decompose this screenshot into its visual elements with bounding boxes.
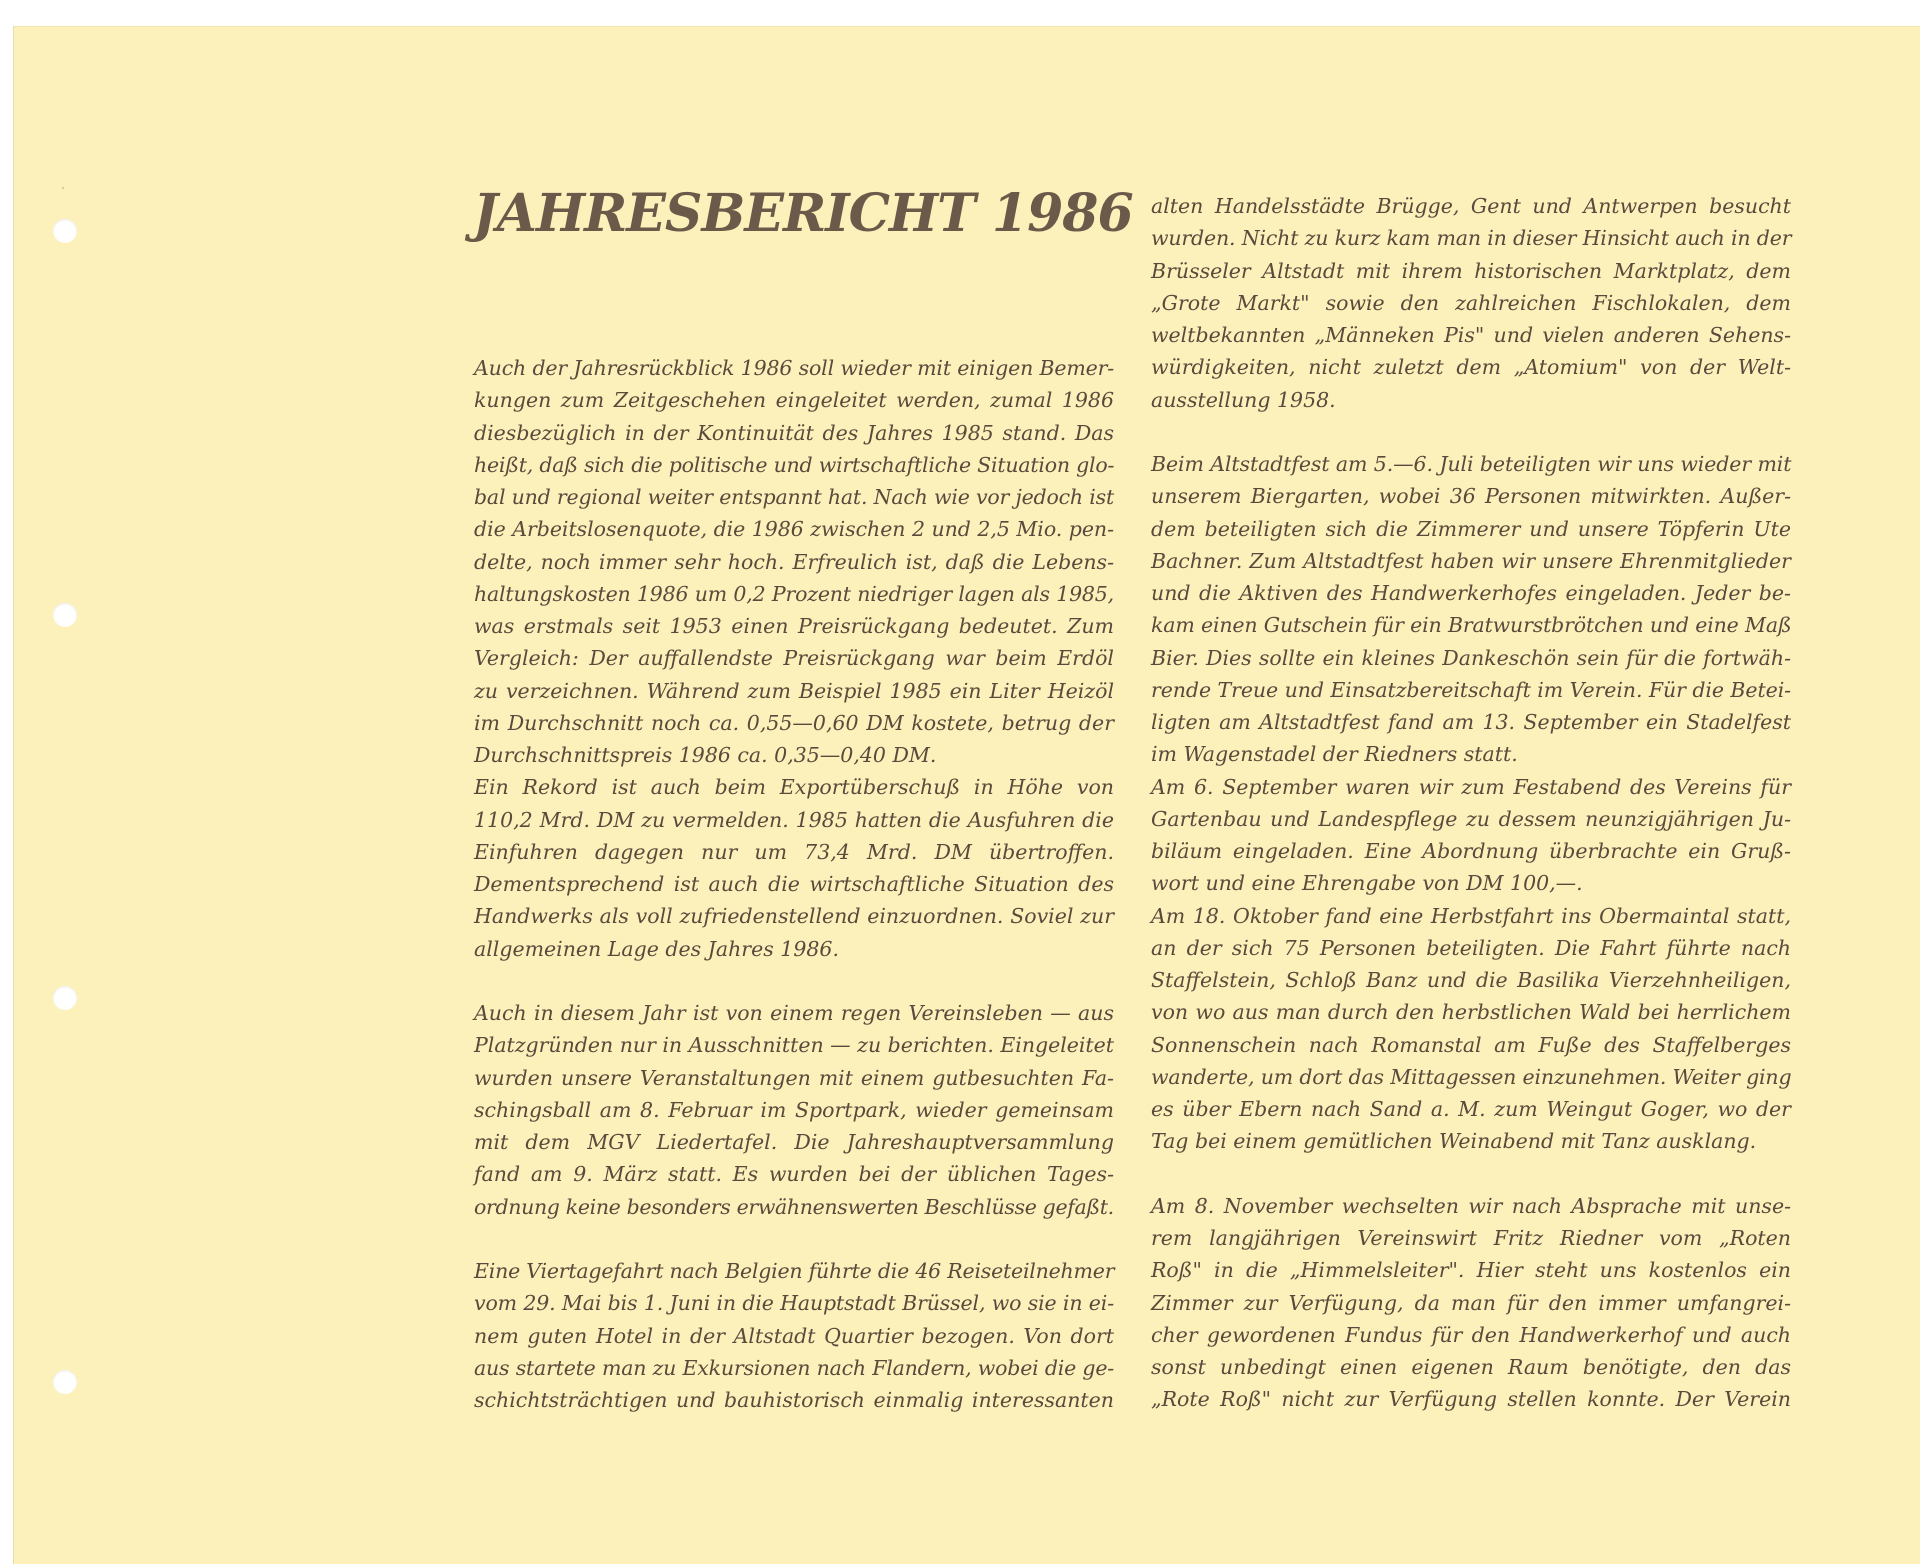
text-line: allgemeinen Lage des Jahres 1986. <box>474 936 839 961</box>
text-line: nem guten Hotel in der Altstadt Quartier bezogen. Von dort <box>474 1323 1114 1348</box>
text-line: Tag bei einem gemütlichen Weinabend mit Tanz ausklang. <box>1151 1129 1757 1154</box>
paragraph <box>1151 1190 1791 1416</box>
text-line: mit dem MGV Liedertafel. Die Jahreshauptversammlung <box>474 1130 1114 1154</box>
text-line: zu verzeichnen. Während zum Beispiel 1985 ein Liter Heizöl <box>474 678 1114 703</box>
text-line: kungen zum Zeitgeschehen eingeleitet werden, zumal 1986 <box>474 388 1114 413</box>
text-line: schichtsträchtigen und bauhistorisch einmalig interessanten <box>474 1388 1114 1412</box>
text-line: schingsball am 8. Februar im Sportpark, wieder gemeinsam <box>474 1097 1114 1122</box>
text-line: Bier. Dies sollte ein kleines Dankeschön sein für die fortwäh- <box>1151 645 1791 670</box>
text-line: Einfuhren dagegen nur um 73,4 Mrd. DM übertroffen. <box>474 839 1114 864</box>
text-line: Beim Altstadtfest am 5.—6. Juli beteiligten wir uns wieder mit <box>1151 452 1792 476</box>
text-line: Gartenbau und Landespflege zu dessem neunzigjährigen Ju- <box>1151 806 1791 831</box>
paragraph-spacer <box>1151 416 1791 448</box>
text-line: Staffelstein, Schloß Banz und die Basilika Vierzehnheiligen, <box>1151 968 1791 992</box>
text-line: Sonnenschein nach Romanstal am Fuße des Staffelberges <box>1151 1032 1791 1057</box>
text-line: Bachner. Zum Altstadtfest haben wir unsere Ehrenmitglieder <box>1151 548 1791 573</box>
text-line: dem beteiligten sich die Zimmerer und unsere Töpferin Ute <box>1151 516 1791 541</box>
text-line: an der sich 75 Personen beteiligten. Die Fahrt führte nach <box>1151 935 1791 960</box>
text-line: Vergleich: Der auffallendste Preisrückgang war beim Erdöl <box>474 646 1114 671</box>
text-line: Brüsseler Altstadt mit ihrem historischen Marktplatz, dem <box>1151 258 1791 283</box>
paragraph <box>474 997 1114 1223</box>
text-line: unserem Biergarten, wobei 36 Personen mitwirkten. Außer- <box>1151 484 1791 509</box>
text-line: wurden. Nicht zu kurz kam man in dieser Hinsicht auch in der <box>1151 226 1792 251</box>
text-line: Roß" in die „Himmelsleiter". Hier steht uns kostenlos ein <box>1151 1258 1791 1283</box>
text-line: rem langjährigen Vereinswirt Fritz Riedner vom „Roten <box>1151 1226 1791 1250</box>
text-line: Zimmer zur Verfügung, da man für den immer umfangrei- <box>1151 1290 1791 1315</box>
text-line: fand am 9. März statt. Es wurden bei der üblichen Tages- <box>474 1162 1114 1187</box>
text-line: cher gewordenen Fundus für den Handwerkerhof und auch <box>1151 1322 1791 1347</box>
text-line: wanderte, um dort das Mittagessen einzunehmen. Weiter ging <box>1151 1064 1792 1089</box>
paragraph <box>1151 190 1791 416</box>
text-line: Am 18. Oktober fand eine Herbstfahrt ins Obermaintal statt, <box>1151 903 1791 928</box>
text-line: Platzgründen nur in Ausschnitten — zu berichten. Eingeleitet <box>474 1033 1114 1058</box>
paragraph <box>1151 448 1791 771</box>
text-line: biläum eingeladen. Eine Abordnung überbrachte ein Gruß- <box>1151 839 1791 863</box>
paragraph <box>474 1255 1114 1416</box>
text-line: Ein Rekord ist auch beim Exportüberschuß in Höhe von <box>474 775 1114 800</box>
text-line: Handwerks als voll zufriedenstellend einzuordnen. Soviel zur <box>474 904 1114 929</box>
text-line: ligten am Altstadtfest fand am 13. September ein Stadelfest <box>1151 710 1791 734</box>
punch-hole <box>53 986 77 1010</box>
text-line: haltungskosten 1986 um 0,2 Prozent niedriger lagen als 1985, <box>474 581 1114 606</box>
punch-hole <box>53 603 77 627</box>
text-line: im Wagenstadel der Riedners statt. <box>1151 742 1518 767</box>
punch-hole <box>53 219 77 243</box>
text-line: Auch der Jahresrückblick 1986 soll wieder mit einigen Bemer- <box>474 356 1115 380</box>
text-line: was erstmals seit 1953 einen Preisrückgang bedeutet. Zum <box>474 614 1114 638</box>
paragraph-spacer <box>474 965 1114 997</box>
text-line: Eine Viertagefahrt nach Belgien führte die 46 Reiseteilnehmer <box>474 1259 1115 1283</box>
text-line: sonst unbedingt einen eigenen Raum benötigte, den das <box>1151 1355 1791 1379</box>
punch-hole <box>53 1370 77 1394</box>
text-line: ausstellung 1958. <box>1151 387 1336 412</box>
paragraph-spacer <box>474 1223 1114 1255</box>
text-line: diesbezüglich in der Kontinuität des Jahres 1985 stand. Das <box>474 420 1114 445</box>
text-line: „Grote Markt" sowie den zahlreichen Fischlokalen, dem <box>1151 290 1791 315</box>
text-line: rende Treue und Einsatzbereitschaft im Verein. Für die Betei- <box>1151 677 1792 702</box>
paragraph <box>474 352 1114 771</box>
text-line: delte, noch immer sehr hoch. Erfreulich ist, daß die Lebens- <box>474 549 1114 574</box>
paragraph <box>1151 900 1791 1158</box>
text-line: es über Ebern nach Sand a. M. zum Weingut Goger, wo der <box>1151 1097 1791 1121</box>
text-line: von wo aus man durch den herbstlichen Wald bei herrlichem <box>1151 1000 1791 1025</box>
text-line: alten Handelsstädte Brügge, Gent und Antwerpen besucht <box>1151 194 1791 218</box>
text-line: Durchschnittspreis 1986 ca. 0,35—0,40 DM. <box>474 743 937 767</box>
text-line: „Rote Roß" nicht zur Verfügung stellen konnte. Der Verein <box>1151 1387 1791 1412</box>
text-line: die Arbeitslosenquote, die 1986 zwischen 2 und 2,5 Mio. pen- <box>474 517 1114 542</box>
page-title: JAHRESBERICHT 1986 <box>473 183 1133 244</box>
text-line: Auch in diesem Jahr ist von einem regen Vereinsleben — aus <box>474 1001 1114 1025</box>
text-line: würdigkeiten, nicht zuletzt dem „Atomium" von der Welt- <box>1151 355 1791 380</box>
text-line: weltbekannten „Männeken Pis" und vielen anderen Sehens- <box>1151 323 1791 347</box>
paragraph <box>474 771 1114 965</box>
paper-speck <box>62 187 64 189</box>
text-line: wurden unsere Veranstaltungen mit einem gutbesuchten Fa- <box>474 1065 1114 1090</box>
text-line: 110,2 Mrd. DM zu vermelden. 1985 hatten die Ausfuhren die <box>474 807 1114 832</box>
text-line: im Durchschnitt noch ca. 0,55—0,60 DM kostete, betrug der <box>474 710 1114 735</box>
text-line: heißt, daß sich die politische und wirtschaftliche Situation glo- <box>474 452 1115 477</box>
text-line: aus startete man zu Exkursionen nach Flandern, wobei die ge- <box>474 1355 1114 1380</box>
text-line: Dementsprechend ist auch die wirtschaftliche Situation des <box>474 872 1114 896</box>
text-line: wort und eine Ehrengabe von DM 100,—. <box>1151 871 1583 896</box>
text-line: Am 8. November wechselten wir nach Absprache mit unse- <box>1151 1193 1791 1218</box>
paragraph-spacer <box>1151 1158 1791 1190</box>
text-line: Am 6. September waren wir zum Festabend des Vereins für <box>1151 774 1791 799</box>
text-line: kam einen Gutschein für ein Bratwurstbrötchen und eine Maß <box>1151 613 1792 638</box>
text-line: und die Aktiven des Handwerkerhofes eingeladen. Jeder be- <box>1151 581 1791 605</box>
right-text-column <box>1151 190 1791 1416</box>
text-line: vom 29. Mai bis 1. Juni in die Hauptstadt Brüssel, wo sie in ei- <box>474 1291 1114 1316</box>
paragraph <box>1151 771 1791 900</box>
text-line: bal und regional weiter entspannt hat. Nach wie vor jedoch ist <box>474 485 1114 509</box>
left-text-column <box>474 352 1114 1416</box>
text-line: ordnung keine besonders erwähnenswerten Beschlüsse gefaßt. <box>474 1194 1114 1219</box>
